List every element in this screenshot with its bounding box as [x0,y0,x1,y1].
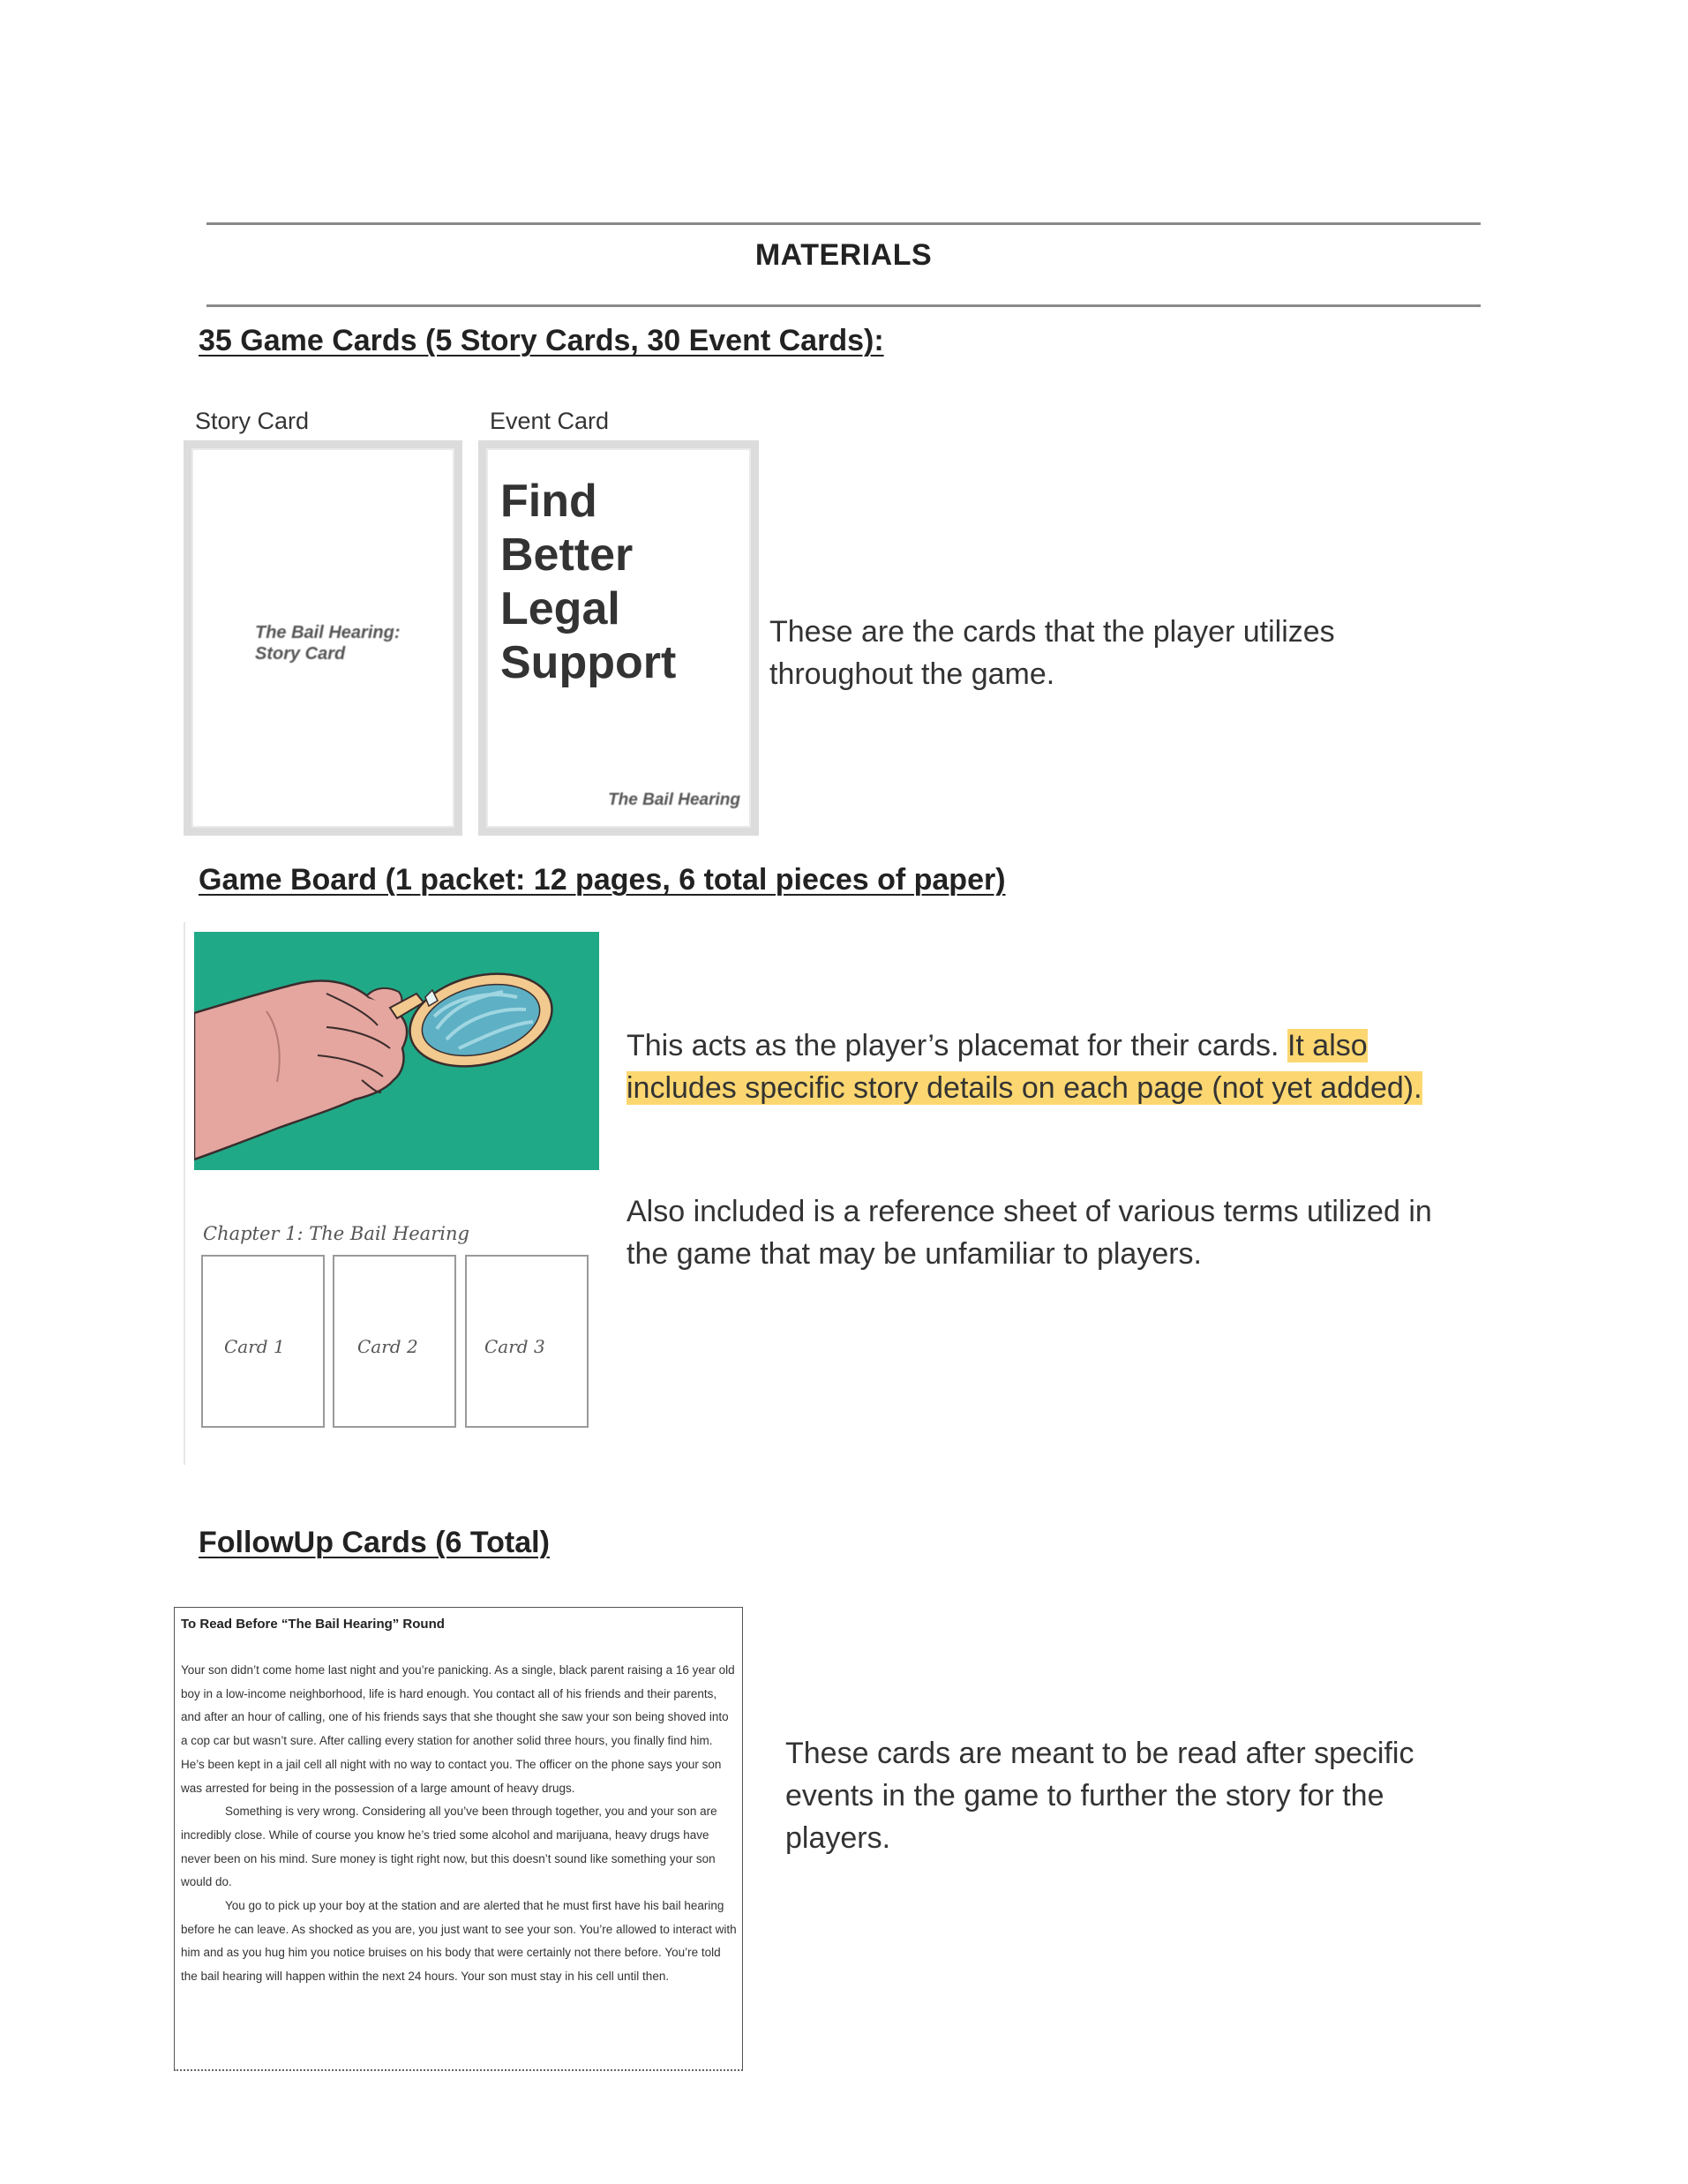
board-card-slot [465,1255,589,1428]
story-card-image [184,440,462,836]
event-card-title-line4: Support [500,637,677,688]
event-card-title-line1: Find [500,476,597,527]
story-card-text-line2: Story Card [255,644,346,664]
story-card-caption: Story Card [195,408,310,434]
followup-card-title: To Read Before “The Bail Hearing” Round [181,1617,445,1632]
board-card-slot-label: Card 3 [484,1336,545,1357]
game-cards-heading: 35 Game Cards (5 Story Cards, 30 Event Cards): [199,324,884,357]
board-image-edge [184,922,185,1465]
reference-sheet-description: Also included is a reference sheet of various terms utilized in the game that may be unfamiliar to players. [626,1195,1432,1271]
document-cut-edge [174,2069,743,2071]
board-chapter-label: Chapter 1: The Bail Hearing [203,1223,469,1244]
board-card-slot-label: Card 2 [357,1336,418,1357]
event-card-image [478,440,759,836]
event-card-title-line3: Legal [500,583,620,634]
event-card-title-line2: Better [500,529,634,581]
event-card-footer: The Bail Hearing [608,791,740,809]
story-card-text [255,622,400,664]
followup-card-paragraph: Your son didn’t come home last night and you’re panicking. As a single, black parent raising a 16 year old boy in a low-income neighborhood, life is hard enough. You contact all of his friends and their parents, and after an hour of calling, one of his friends says that she thought she saw your son being shoved into a cop car but wasn’t sure. After calling every station for another solid three hours, you finally find him. He’s been kept in a jail cell all night with no way to contact you. The officer on the phone says your son was arrested for being in the possession of a large amount of heavy drugs. [181,1663,735,1795]
event-card-title [500,475,676,690]
followup-cards-description: These cards are meant to be read after specific events in the game to further the story for the players. [785,1737,1414,1855]
page-title: MATERIALS [754,238,933,272]
game-cards-description: These are the cards that the player utilizes throughout the game. [769,615,1335,691]
story-card-face [191,448,454,828]
game-board-heading: Game Board (1 packet: 12 pages, 6 total pieces of paper) [199,863,1006,897]
event-card-face [486,448,751,828]
followup-card-paragraph: Something is very wrong. Considering all you’ve been through together, you and your son are incredibly close. While of course you know he’s tried some alcohol and marijuana, heavy drugs have never been on his mind. Sure money is tight right now, but this doesn’t sound like something your son would do. [181,1805,717,1889]
story-card-text-line1: The Bail Hearing: [255,623,401,642]
board-card-slot [333,1255,456,1428]
followup-card-body [181,1659,737,1989]
game-board-description-text: This acts as the player’s placemat for their cards. [626,1029,1287,1062]
event-card-caption: Event Card [490,408,610,434]
board-card-slot [201,1255,325,1428]
title-bottom-rule [206,304,1481,307]
highlighted-text: includes specific story details on each page (not yet added). [626,1071,1422,1105]
followup-card-document [174,1607,743,2070]
top-rule [206,222,1481,225]
followup-card-paragraph: You go to pick up your boy at the station and are alerted that he must first have his bail hearing before he can leave. As shocked as you are, you just want to see your son. You’re allowed to interact with him and as you hug him you notice bruises on his body that were certainly not there before. You’re told the bail hearing will happen within the next 24 hours. Your son must stay in his cell until then. [181,1899,737,1984]
game-board-description [626,1024,1474,1109]
board-card-slot-label: Card 1 [224,1336,285,1357]
magnifying-glass-illustration [194,932,599,1170]
followup-cards-heading: FollowUp Cards (6 Total) [199,1526,550,1559]
hand-magnifier-icon [194,932,599,1170]
highlighted-text: It also [1287,1029,1368,1062]
